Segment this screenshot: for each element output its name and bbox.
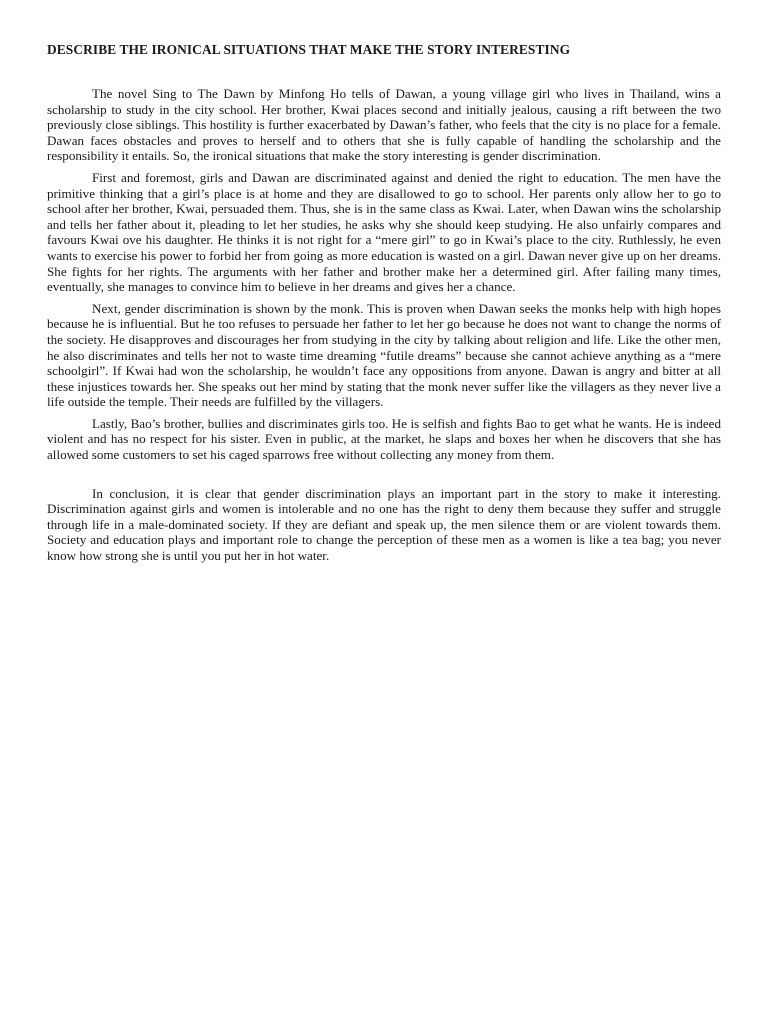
- document-page: [47, 42, 721, 570]
- paragraph-conclusion: In conclusion, it is clear that gender discrimination plays an important part in the story to make it interesting. Discrimination against girls and women is intolerable and no one has the right to deny them because they suffer and struggle through life in a male-dominated society. If they are defiant and speak up, the men silence them or are violent towards them. Society and education plays and important role to change the perception of these men as a women is like a tea bag; you never know how strong she is until you put her in hot water.: [47, 485, 721, 564]
- paragraph-third-point: Lastly, Bao’s brother, bullies and discriminates girls too. He is selfish and fights Bao to get what he wants. He is indeed violent and has no respect for his sister. Even in public, at the market, he slaps and boxes her when he discovers that she has allowed some customers to set his caged sparrows free without collecting any money from them.: [47, 415, 721, 463]
- paragraph-first-point: First and foremost, girls and Dawan are discriminated against and denied the right to education. The men have the primitive thinking that a girl’s place is at home and they are disallowed to go to school. Her parents only allow her to go to school after her brother, Kwai, persuaded them. Thus, she is in the same class as Kwai. Later, when Dawan wins the scholarship and tells her father about it, pleading to let her studies, he asks why she should keep studying. He also unfairly compares and favours Kwai ove his daughter. He thinks it is not right for a “mere girl” to go in Kwai’s place to the city. Ruthlessly, he even wants to exercise his power to forbid her from going as more education is wasted on a girl. Dawan never give up on her dreams. She fights for her rights. The arguments with her father and brother make her a determined girl. After failing many times, eventually, she manages to convince him to believe in her dreams and gives her a chance.: [47, 169, 721, 295]
- paragraph-second-point: Next, gender discrimination is shown by the monk. This is proven when Dawan seeks the monks help with high hopes because he is influential. But he too refuses to persuade her father to let her go because he does not want to change the norms of the society. He disapproves and discourages her from studying in the city by talking about religion and life. Like the other men, he also discriminates and tells her not to waste time dreaming “futile dreams” because she cannot achieve anything as a “mere schoolgirl”. If Kwai had won the scholarship, he wouldn’t face any oppositions from anyone. Dawan is angry and bitter at all these injustices towards her. She speaks out her mind by stating that the monk never suffer like the villagers as they never live a life outside the temple. Their needs are fulfilled by the villagers.: [47, 300, 721, 410]
- paragraph-introduction: The novel Sing to The Dawn by Minfong Ho tells of Dawan, a young village girl who lives in Thailand, wins a scholarship to study in the city school. Her brother, Kwai places second and initially jealous, causing a rift between the two previously close siblings. This hostility is further exacerbated by Dawan’s father, who feels that the city is no place for a female. Dawan faces obstacles and proves to herself and to others that she is fully capable of handling the scholarship and the responsibility it entails. So, the ironical situations that make the story interesting is gender discrimination.: [47, 86, 721, 164]
- document-title: DESCRIBE THE IRONICAL SITUATIONS THAT MAKE THE STORY INTERESTING: [47, 42, 571, 57]
